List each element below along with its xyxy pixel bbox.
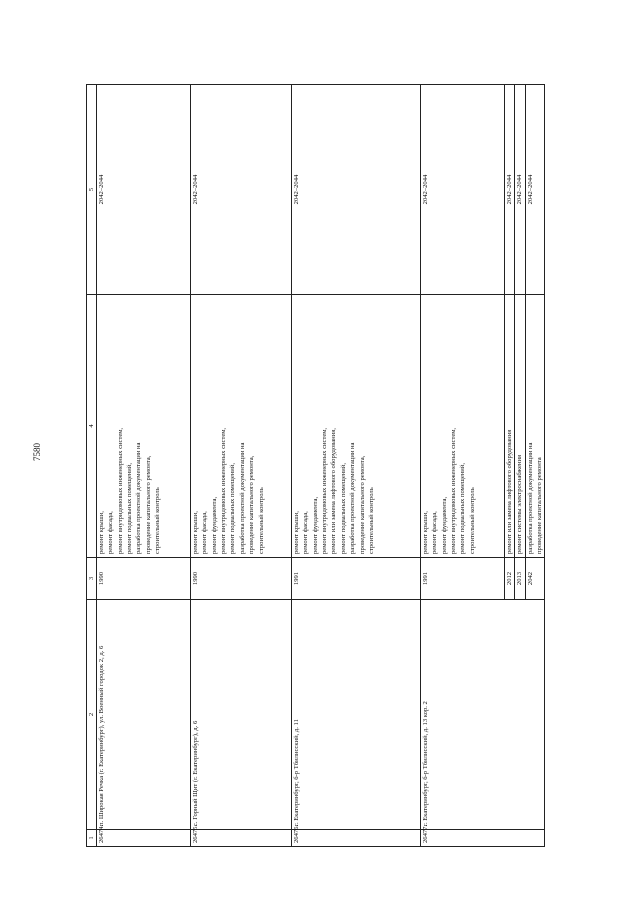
row-number: 26477. bbox=[421, 830, 545, 847]
row-period: 2042–2044 bbox=[191, 85, 292, 295]
column-number-row bbox=[87, 85, 97, 847]
work-item: ремонт фундамента, bbox=[440, 496, 448, 554]
work-item: ремонт подвальных помещений, bbox=[126, 463, 134, 554]
work-item: ремонт внутридомовых инженерных систем, bbox=[450, 427, 458, 554]
row-year: 1990 bbox=[97, 558, 191, 600]
row-period: 2042–2044 bbox=[505, 85, 515, 295]
work-item: строительный контроль bbox=[367, 487, 375, 554]
table-row bbox=[97, 85, 191, 847]
row-works bbox=[505, 295, 515, 558]
work-item: ремонт крыши, bbox=[422, 511, 429, 554]
column-number-4: 4 bbox=[87, 295, 97, 558]
row-works bbox=[292, 295, 421, 558]
work-item: строительный контроль bbox=[257, 487, 265, 554]
work-item: ремонт внутридомовых инженерных систем, bbox=[220, 427, 228, 554]
row-period: 2042–2044 bbox=[97, 85, 191, 295]
work-item: ремонт или замена лифтового оборудования bbox=[506, 429, 513, 554]
row-works bbox=[515, 295, 525, 558]
work-item: ремонт крыши, bbox=[192, 511, 199, 554]
column-number-2: 2 bbox=[87, 600, 97, 830]
work-item: ремонт внутридомовых инженерных систем, bbox=[116, 427, 124, 554]
table-row bbox=[292, 85, 421, 847]
table-frame bbox=[86, 85, 544, 847]
work-item: строительный контроль bbox=[468, 487, 476, 554]
work-item: ремонт подвальных помещений, bbox=[459, 463, 467, 554]
work-item: разработка проектной документации на bbox=[349, 442, 357, 554]
row-year: 2042 bbox=[525, 558, 545, 600]
work-item: проведение капитального ремонта, bbox=[358, 455, 366, 554]
work-item: ремонт фасада, bbox=[107, 511, 115, 554]
capital-repair-table bbox=[86, 84, 545, 847]
rotated-table-wrapper bbox=[86, 85, 544, 847]
column-number-3: 3 bbox=[87, 558, 97, 600]
work-item: ремонт фасада, bbox=[201, 511, 209, 554]
row-year: 1991 bbox=[292, 558, 421, 600]
work-item: ремонт системы электроснабжения bbox=[516, 454, 524, 554]
work-item: ремонт подвальных помещений, bbox=[229, 463, 237, 554]
page-number: 7580 bbox=[32, 443, 42, 461]
row-address: г. Екатеринбург, б-р Тбилисский, д. 11 bbox=[292, 600, 421, 830]
work-item: ремонт внутридомовых инженерных систем, bbox=[321, 427, 329, 554]
row-works bbox=[421, 295, 505, 558]
row-works bbox=[191, 295, 292, 558]
row-number: 26475. bbox=[191, 830, 292, 847]
row-number: 26474. bbox=[97, 830, 191, 847]
table-row bbox=[421, 85, 505, 847]
row-year: 2012 bbox=[505, 558, 515, 600]
row-address: п. Широкая Речка (г. Екатеринбург), ул. Военный городок 2, д. 6 bbox=[97, 600, 191, 830]
row-year: 1991 bbox=[421, 558, 505, 600]
work-item: строительный контроль bbox=[154, 487, 162, 554]
table-row bbox=[191, 85, 292, 847]
column-number-1: 1 bbox=[87, 830, 97, 847]
row-year: 1990 bbox=[191, 558, 292, 600]
work-item: разработка проектной документации на bbox=[135, 442, 143, 554]
work-item: ремонт фасада, bbox=[302, 511, 310, 554]
row-period: 2042–2044 bbox=[525, 85, 545, 295]
row-works bbox=[97, 295, 191, 558]
row-period: 2042–2044 bbox=[515, 85, 525, 295]
work-item: ремонт или замена лифтового оборудования, bbox=[330, 428, 338, 554]
work-item: ремонт подвальных помещений, bbox=[339, 463, 347, 554]
work-item: разработка проектной документации на bbox=[526, 442, 534, 554]
row-address: с. Горный Щит (г. Екатеринбург), д. 6 bbox=[191, 600, 292, 830]
work-item: ремонт фундамента, bbox=[311, 496, 319, 554]
row-period: 2042–2044 bbox=[292, 85, 421, 295]
work-item: разработка проектной документации на bbox=[238, 442, 246, 554]
row-number: 26476. bbox=[292, 830, 421, 847]
row-address: г. Екатеринбург, б-р Тбилисский, д. 13 кор. 2 bbox=[421, 600, 545, 830]
work-item: ремонт крыши, bbox=[293, 511, 300, 554]
row-works bbox=[525, 295, 545, 558]
row-period: 2042–2044 bbox=[421, 85, 505, 295]
work-item: проведение капитального ремонта, bbox=[248, 455, 256, 554]
work-item: проведение капитального ремонта bbox=[536, 457, 544, 554]
column-number-5: 5 bbox=[87, 85, 97, 295]
row-year: 2013 bbox=[515, 558, 525, 600]
work-item: проведение капитального ремонта, bbox=[144, 455, 152, 554]
work-item: ремонт фундамента, bbox=[210, 496, 218, 554]
work-item: ремонт фасада, bbox=[431, 511, 439, 554]
work-item: ремонт крыши, bbox=[98, 511, 105, 554]
